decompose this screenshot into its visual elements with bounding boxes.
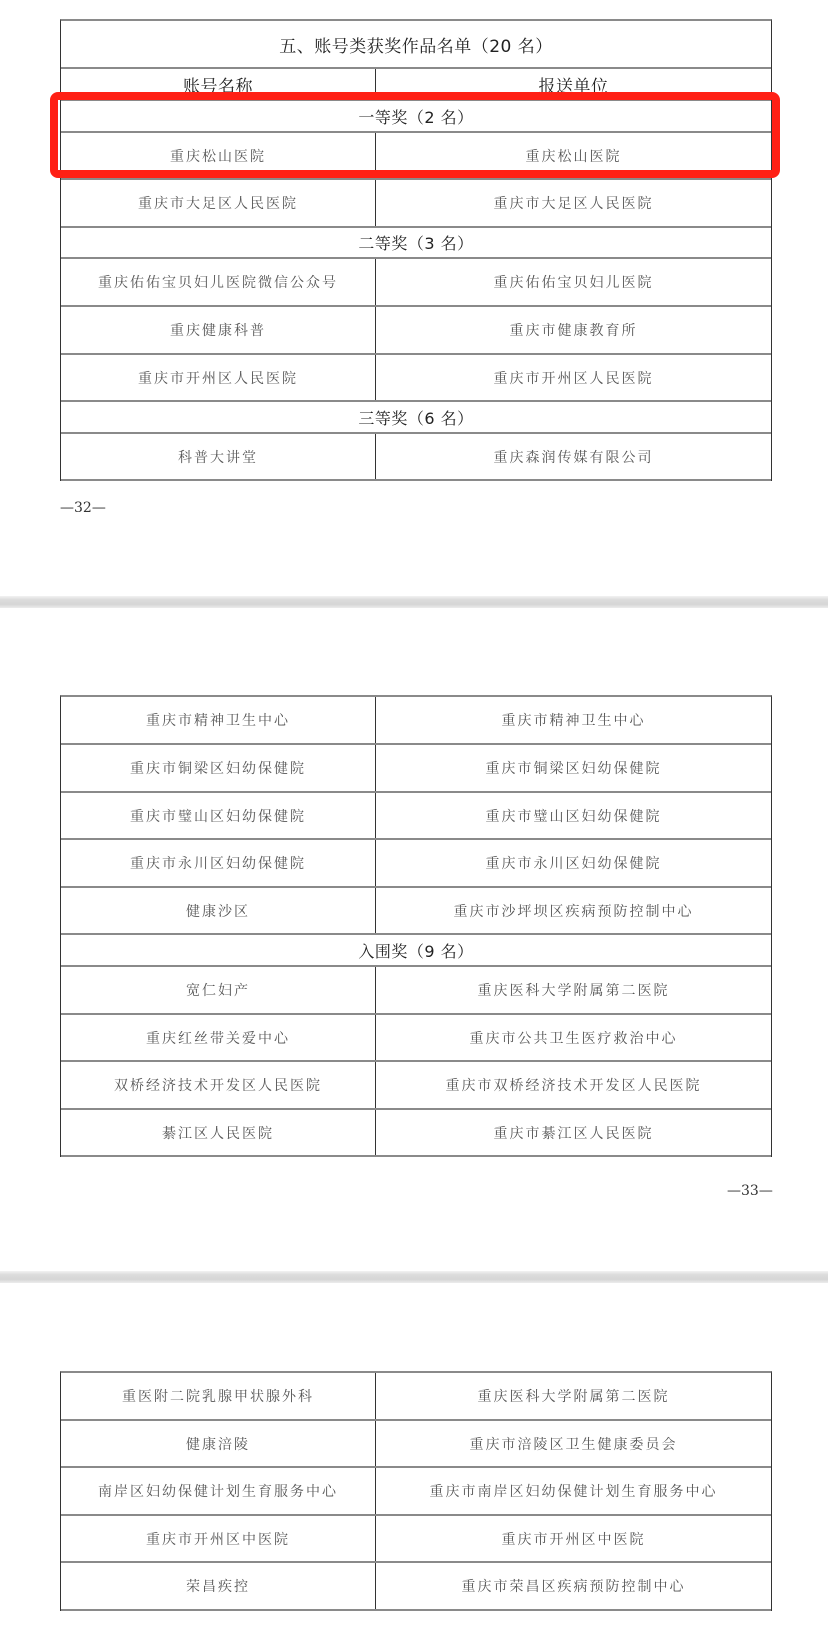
page-number-32: —32—	[60, 500, 106, 516]
account-name-cell: 荣昌疾控	[61, 1563, 376, 1609]
column-header-row	[61, 69, 771, 101]
submitting-unit-cell: 重庆森润传媒有限公司	[493, 449, 654, 466]
section-heading-third-prize	[61, 402, 771, 434]
account-name-cell: 重庆市开州区中医院	[61, 1516, 376, 1561]
submitting-unit-cell: 重庆市荣昌区疾病预防控制中心	[461, 1579, 686, 1595]
table-row	[61, 1110, 771, 1157]
table-row	[61, 967, 771, 1015]
submitting-unit-cell: 重庆医科大学附属第二医院	[477, 1389, 670, 1405]
submitting-unit-cell: 重庆市永川区妇幼保健院	[485, 856, 662, 872]
table-row	[61, 1563, 771, 1611]
submitting-unit-cell: 重庆市綦江区人民医院	[493, 1125, 654, 1142]
table-row	[61, 355, 771, 402]
account-name-cell: 重庆健康科普	[61, 307, 376, 353]
table-row	[61, 1421, 771, 1468]
table-row	[61, 259, 771, 307]
account-name-cell: 健康沙区	[61, 888, 376, 933]
submitting-unit-cell: 重庆市双桥经济技术开发区人民医院	[445, 1078, 702, 1094]
column-header-account-name: 账号名称	[61, 69, 376, 99]
table-row	[61, 1468, 771, 1516]
table-row	[61, 1373, 771, 1421]
submitting-unit-cell: 重庆市健康教育所	[509, 323, 638, 339]
account-name-cell: 重医附二院乳腺甲状腺外科	[61, 1373, 376, 1419]
table-row	[61, 180, 771, 228]
column-header-submitting-unit: 报送单位	[538, 77, 609, 97]
section-heading-text: 入围奖（9 名）	[358, 941, 474, 961]
account-name-cell: 重庆市精神卫生中心	[61, 697, 376, 743]
section-heading-text: 二等奖（3 名）	[358, 234, 474, 253]
table-row	[61, 840, 771, 888]
table-row	[61, 793, 771, 840]
account-name-cell: 健康涪陵	[61, 1421, 376, 1466]
page-separator	[0, 596, 828, 608]
submitting-unit-cell: 重庆市南岸区妇幼保健计划生育服务中心	[429, 1484, 718, 1500]
submitting-unit-cell: 重庆市精神卫生中心	[501, 713, 646, 729]
awards-table-page-32	[60, 19, 772, 481]
submitting-unit-cell: 重庆市沙坪坝区疾病预防控制中心	[453, 903, 694, 920]
submitting-unit-cell: 重庆市璧山区妇幼保健院	[485, 808, 662, 825]
table-row	[61, 697, 771, 745]
submitting-unit-cell: 重庆市开州区中医院	[501, 1531, 646, 1548]
account-name-cell: 重庆市永川区妇幼保健院	[61, 840, 376, 886]
section-heading-second-prize	[61, 228, 771, 259]
table-row	[61, 1062, 771, 1110]
submitting-unit-cell: 重庆市大足区人民医院	[493, 196, 654, 212]
submitting-unit-cell: 重庆市铜梁区妇幼保健院	[485, 761, 662, 777]
section-heading-first-prize	[61, 101, 771, 133]
submitting-unit-cell: 重庆松山医院	[525, 148, 622, 165]
section-heading-text: 三等奖（6 名）	[358, 408, 474, 428]
section-heading-finalist-prize	[61, 935, 771, 967]
account-name-cell: 重庆市璧山区妇幼保健院	[61, 793, 376, 838]
table-row	[61, 1516, 771, 1563]
table-title-row	[61, 21, 771, 69]
table-row	[61, 745, 771, 793]
account-name-cell: 重庆市铜梁区妇幼保健院	[61, 745, 376, 791]
table-row	[61, 307, 771, 355]
submitting-unit-cell: 重庆医科大学附属第二医院	[477, 983, 670, 999]
account-name-cell: 双桥经济技术开发区人民医院	[61, 1062, 376, 1108]
submitting-unit-cell: 重庆市公共卫生医疗救治中心	[469, 1030, 678, 1047]
table-row	[61, 888, 771, 935]
account-name-cell: 科普大讲堂	[61, 434, 376, 479]
table-row	[61, 1015, 771, 1062]
account-name-cell: 重庆佑佑宝贝妇儿医院微信公众号	[61, 259, 376, 305]
submitting-unit-cell: 重庆市涪陵区卫生健康委员会	[469, 1436, 678, 1453]
account-name-cell: 重庆市开州区人民医院	[61, 355, 376, 400]
account-name-cell: 重庆市大足区人民医院	[61, 180, 376, 226]
submitting-unit-cell: 重庆市开州区人民医院	[493, 370, 654, 387]
section-heading-text: 一等奖（2 名）	[358, 107, 474, 127]
page-number-33: —33—	[727, 1183, 773, 1199]
table-row	[61, 133, 771, 180]
account-name-cell: 南岸区妇幼保健计划生育服务中心	[61, 1468, 376, 1514]
awards-table-page-33	[60, 695, 772, 1157]
account-name-cell: 重庆松山医院	[61, 133, 376, 178]
page-separator	[0, 1271, 828, 1283]
table-title: 五、账号类获奖作品名单（20 名）	[279, 36, 553, 57]
account-name-cell: 綦江区人民医院	[61, 1110, 376, 1155]
submitting-unit-cell: 重庆佑佑宝贝妇儿医院	[493, 275, 654, 291]
account-name-cell: 重庆红丝带关爱中心	[61, 1015, 376, 1060]
awards-table-page-34	[60, 1371, 772, 1611]
table-row	[61, 434, 771, 481]
account-name-cell: 宽仁妇产	[61, 967, 376, 1013]
